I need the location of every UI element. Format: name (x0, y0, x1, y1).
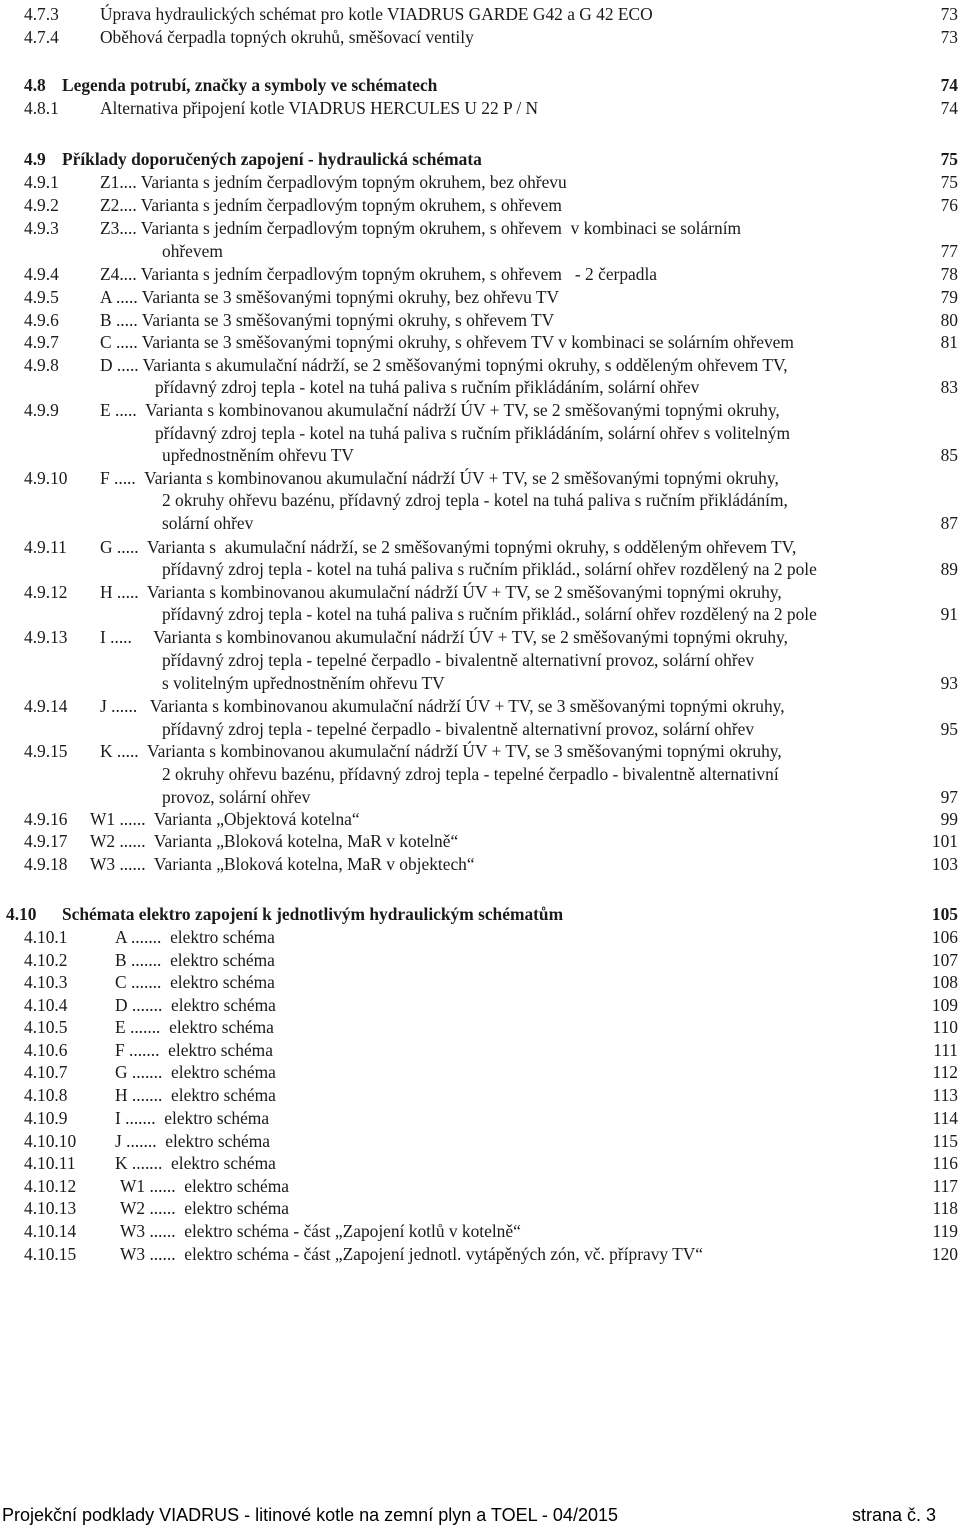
toc-title: 2 okruhy ohřevu bazénu, přídavný zdroj tepla - tepelné čerpadlo - bivalentně alternativní (162, 764, 779, 784)
toc-page-number: 74 (940, 75, 958, 95)
toc-page-number: 113 (932, 1085, 958, 1105)
toc-number: 4.9.2 (24, 195, 59, 215)
toc-title: Schémata elektro zapojení k jednotlivým hydraulickým schématům (62, 904, 564, 924)
toc-title: B ..... Varianta se 3 směšovanými topnými okruhy, s ohřevem TV (100, 310, 555, 330)
toc-title: D ....... elektro schéma (115, 995, 276, 1015)
toc-number: 4.10.10 (24, 1131, 77, 1151)
toc-number: 4.7.3 (24, 4, 59, 24)
toc-title: W1 ...... Varianta „Objektová kotelna“ (90, 809, 360, 829)
toc-title: přídavný zdroj tepla - tepelné čerpadlo - bivalentně alternativní provoz, solární ohřev (162, 650, 755, 670)
toc-page-number: 73 (940, 4, 958, 24)
toc-page-number: 89 (940, 559, 958, 579)
toc-title: ohřevem (162, 241, 223, 261)
toc-page-number: 105 (931, 904, 958, 924)
toc-title: Legenda potrubí, značky a symboly ve schématech (62, 75, 438, 95)
toc-page-number: 111 (933, 1040, 958, 1060)
toc-page-number: 106 (931, 927, 958, 947)
toc-page-number: 108 (931, 972, 958, 992)
toc-page-number: 80 (940, 310, 958, 330)
toc-number: 4.10.11 (24, 1153, 76, 1173)
toc-number: 4.9.14 (24, 696, 68, 716)
toc-title: Příklady doporučených zapojení - hydraulická schémata (62, 149, 482, 169)
toc-number: 4.8 (24, 75, 46, 95)
toc-title: A ....... elektro schéma (115, 927, 275, 947)
toc-number: 4.10.14 (24, 1221, 77, 1241)
toc-number: 4.10.1 (24, 927, 68, 947)
toc-page-number: 114 (932, 1108, 958, 1128)
toc-title: H ..... Varianta s kombinovanou akumulační nádrží ÚV + TV, se 2 směšovanými topnými okruhy, (100, 582, 782, 602)
toc-title: přídavný zdroj tepla - kotel na tuhá paliva s ručním přikládáním, solární ohřev (155, 377, 700, 397)
toc-page-number: 101 (931, 831, 958, 851)
toc-title: přídavný zdroj tepla - kotel na tuhá paliva s ručním přiklád., solární ohřev rozdělený na 2 pole (162, 604, 817, 624)
toc-number: 4.9.15 (24, 741, 68, 761)
toc-page-number: 117 (932, 1176, 958, 1196)
toc-page-number: 99 (940, 809, 958, 829)
toc-page-number: 103 (931, 854, 958, 874)
toc-number: 4.9 (24, 149, 46, 169)
toc-number: 4.9.12 (24, 582, 68, 602)
toc-number: 4.10.3 (24, 972, 68, 992)
toc-number: 4.8.1 (24, 98, 59, 118)
toc-number: 4.10.12 (24, 1176, 77, 1196)
toc-title: K ..... Varianta s kombinovanou akumulační nádrží ÚV + TV, se 3 směšovanými topnými okruhy, (100, 741, 782, 761)
toc-number: 4.10.7 (24, 1062, 68, 1082)
toc-number: 4.9.7 (24, 332, 59, 352)
page-footer (0, 1505, 960, 1529)
toc-number: 4.7.4 (24, 27, 59, 47)
toc-title: I ....... elektro schéma (115, 1108, 270, 1128)
toc-title: J ....... elektro schéma (115, 1131, 271, 1151)
toc-number: 4.10 (6, 904, 37, 924)
toc-title: W2 ...... elektro schéma (120, 1198, 290, 1218)
toc-page-number: 87 (940, 513, 958, 533)
toc-number: 4.10.15 (24, 1244, 77, 1264)
toc-page-number: 97 (940, 787, 958, 807)
toc-page-number: 118 (932, 1198, 958, 1218)
toc-title: upřednostněním ohřevu TV (162, 445, 354, 465)
toc-number: 4.9.4 (24, 264, 59, 284)
toc-number: 4.9.10 (24, 468, 68, 488)
toc-title: Z1.... Varianta s jedním čerpadlovým topným okruhem, bez ohřevu (100, 172, 567, 192)
toc-title: Z4.... Varianta s jedním čerpadlovým topným okruhem, s ohřevem - 2 čerpadla (100, 264, 657, 284)
toc-page-number: 76 (940, 195, 958, 215)
toc-page-number: 85 (940, 445, 958, 465)
toc-title: C ....... elektro schéma (115, 972, 275, 992)
toc-number: 4.10.4 (24, 995, 68, 1015)
toc-page-number: 110 (932, 1017, 958, 1037)
toc-page-number: 81 (940, 332, 958, 352)
toc-page-number: 120 (931, 1244, 958, 1264)
toc-title: Alternativa připojení kotle VIADRUS HERCULES U 22 P / N (100, 98, 539, 118)
toc-number: 4.9.16 (24, 809, 68, 829)
toc-title: A ..... Varianta se 3 směšovanými topnými okruhy, bez ohřevu TV (100, 287, 560, 307)
toc-number: 4.10.13 (24, 1198, 77, 1218)
footer-document-title: Projekční podklady VIADRUS - litinové kotle na zemní plyn a TOEL - 04/2015 (2, 1505, 618, 1525)
toc-number: 4.9.9 (24, 400, 59, 420)
toc-title: W3 ...... elektro schéma - část „Zapojení jednotl. vytápěných zón, vč. přípravy TV“ (120, 1244, 704, 1264)
toc-page-number: 73 (940, 27, 958, 47)
toc-title: B ....... elektro schéma (115, 950, 275, 970)
toc-number: 4.9.5 (24, 287, 59, 307)
toc-number: 4.9.17 (24, 831, 68, 851)
toc-title: provoz, solární ohřev (162, 787, 311, 807)
toc-page-number: 95 (940, 719, 958, 739)
toc-number: 4.9.1 (24, 172, 59, 192)
toc-page-number: 115 (932, 1131, 958, 1151)
toc-number: 4.9.18 (24, 854, 68, 874)
toc-title: W3 ...... elektro schéma - část „Zapojení kotlů v kotelně“ (120, 1221, 521, 1241)
toc-title: F ....... elektro schéma (115, 1040, 273, 1060)
toc-title: Oběhová čerpadla topných okruhů, směšovací ventily (100, 27, 474, 47)
toc-title: přídavný zdroj tepla - tepelné čerpadlo - bivalentně alternativní provoz, solární ohřev (162, 719, 755, 739)
toc-page-number: 79 (940, 287, 958, 307)
toc-title: K ....... elektro schéma (115, 1153, 276, 1173)
toc-title: G ..... Varianta s akumulační nádrží, se 2 směšovanými topnými okruhy, s odděleným ohřevem TV, (100, 537, 797, 557)
toc-number: 4.10.2 (24, 950, 68, 970)
toc-title: F ..... Varianta s kombinovanou akumulační nádrží ÚV + TV, se 2 směšovanými topnými okruhy, (100, 468, 779, 488)
toc-page-number: 116 (932, 1153, 958, 1173)
toc-title: G ....... elektro schéma (115, 1062, 276, 1082)
toc-title: J ...... Varianta s kombinovanou akumulační nádrží ÚV + TV, se 3 směšovanými topnými okruhy, (100, 696, 785, 716)
toc-number: 4.10.5 (24, 1017, 68, 1037)
toc-title: C ..... Varianta se 3 směšovanými topnými okruhy, s ohřevem TV v kombinaci se solárním ohřevem (100, 332, 794, 352)
toc-page-number: 75 (940, 149, 958, 169)
toc-number: 4.10.6 (24, 1040, 68, 1060)
toc-title: přídavný zdroj tepla - kotel na tuhá paliva s ručním přikládáním, solární ohřev s volitelným (155, 423, 791, 443)
toc-title: solární ohřev (162, 513, 254, 533)
toc-number: 4.10.9 (24, 1108, 68, 1128)
toc-number: 4.9.11 (24, 537, 67, 557)
toc-number: 4.9.13 (24, 627, 68, 647)
toc-page-number: 107 (931, 950, 958, 970)
toc-title: Úprava hydraulických schémat pro kotle VIADRUS GARDE G42 a G 42 ECO (100, 4, 653, 24)
toc-page-number: 93 (940, 673, 958, 693)
toc-title: přídavný zdroj tepla - kotel na tuhá paliva s ručním přiklád., solární ohřev rozdělený na 2 pole (162, 559, 817, 579)
toc-page-number: 75 (940, 172, 958, 192)
toc-title: D ..... Varianta s akumulační nádrží, se 2 směšovanými topnými okruhy, s odděleným ohřevem TV, (100, 355, 788, 375)
toc-title: 2 okruhy ohřevu bazénu, přídavný zdroj tepla - kotel na tuhá paliva s ručním přikládáním, (162, 490, 788, 510)
footer-page-number: strana č. 3 (851, 1505, 936, 1525)
toc-number: 4.10.8 (24, 1085, 68, 1105)
toc-page-number: 78 (940, 264, 958, 284)
toc-number: 4.9.3 (24, 218, 59, 238)
toc-title: E ....... elektro schéma (115, 1017, 274, 1037)
toc-title: W1 ...... elektro schéma (120, 1176, 290, 1196)
toc-title: s volitelným upřednostněním ohřevu TV (162, 673, 445, 693)
toc-title: Z2.... Varianta s jedním čerpadlovým topným okruhem, s ohřevem (100, 195, 562, 215)
toc-page-number: 112 (932, 1062, 958, 1082)
toc-number: 4.9.8 (24, 355, 59, 375)
toc-title: W2 ...... Varianta „Bloková kotelna, MaR v kotelně“ (90, 831, 459, 851)
toc-title: Z3.... Varianta s jedním čerpadlovým topným okruhem, s ohřevem v kombinaci se solárním (100, 218, 742, 238)
toc-page-number: 91 (940, 604, 958, 624)
toc-page-number: 109 (931, 995, 958, 1015)
toc-title: I ..... Varianta s kombinovanou akumulační nádrží ÚV + TV, se 2 směšovanými topnými okruhy, (100, 627, 788, 647)
toc-title: W3 ...... Varianta „Bloková kotelna, MaR v objektech“ (90, 854, 475, 874)
toc-number: 4.9.6 (24, 310, 59, 330)
toc-page-number: 119 (932, 1221, 958, 1241)
toc-title: H ....... elektro schéma (115, 1085, 276, 1105)
toc-page-number: 74 (940, 98, 958, 118)
toc-page-number: 83 (940, 377, 958, 397)
toc-title: E ..... Varianta s kombinovanou akumulační nádrží ÚV + TV, se 2 směšovanými topnými okruhy, (100, 400, 780, 420)
toc-page-number: 77 (940, 241, 958, 261)
